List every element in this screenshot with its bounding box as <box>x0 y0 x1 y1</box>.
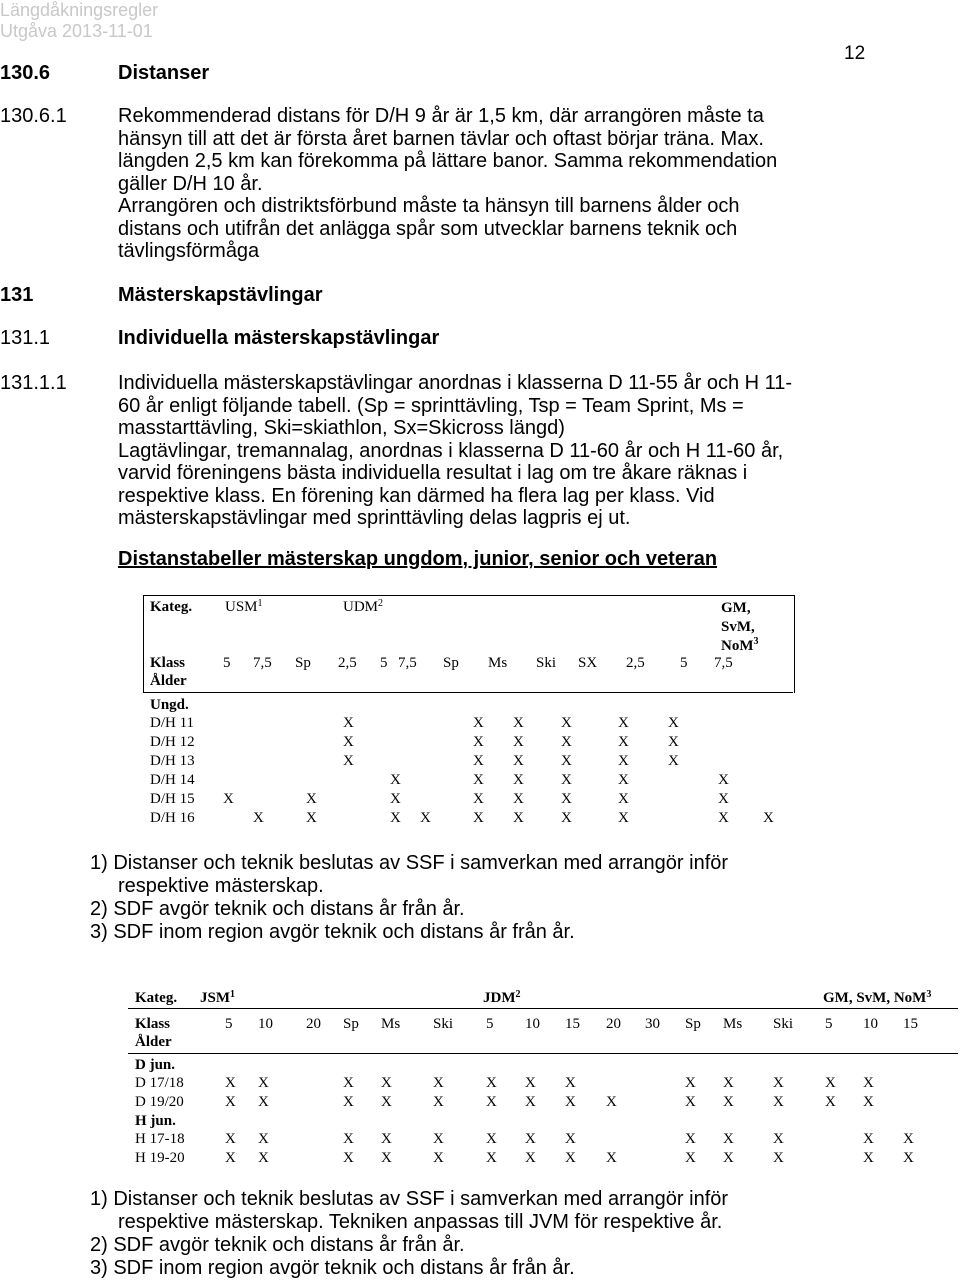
column-header: 7,5 <box>714 655 733 671</box>
table-cell: X <box>306 810 317 826</box>
column-header: 20 <box>306 1016 321 1032</box>
table-cell: X <box>618 715 629 731</box>
table-cell: X <box>390 810 401 826</box>
paragraph-131-1-1 <box>118 372 858 530</box>
document-edition: Utgåva 2013-11-01 <box>0 21 153 41</box>
text-line: 60 år enligt följande tabell. (Sp = sprinttävling, Tsp = Team Sprint, Ms = <box>118 394 744 417</box>
text-line: hänsyn till att det är första året barnen tävlar och oftast börjar träna. Max. <box>118 127 764 150</box>
column-header: 5 <box>223 655 231 671</box>
table-cell: X <box>685 1094 696 1110</box>
column-header: SX <box>578 655 598 671</box>
table-cell: X <box>525 1094 536 1110</box>
gm-footnote: 3 <box>926 989 932 1000</box>
table-cell: X <box>773 1094 784 1110</box>
group-label: D jun. <box>135 1057 176 1073</box>
table-cell: X <box>225 1131 236 1147</box>
udm-header <box>343 599 383 616</box>
table-cell: X <box>343 1131 354 1147</box>
section-number-131-1-1: 131.1.1 <box>0 372 67 394</box>
footnote-line: 3) SDF inom region avgör teknik och distans år från år. <box>90 1257 575 1279</box>
row-label: D 17/18 <box>135 1075 184 1091</box>
table-cell: X <box>773 1150 784 1166</box>
row-label: D 19/20 <box>135 1094 184 1110</box>
table-cell: X <box>225 1094 236 1110</box>
footnotes-table-2 <box>90 1188 728 1280</box>
column-header: Ms <box>381 1016 401 1032</box>
table-cell: X <box>825 1075 836 1091</box>
gm-line: GM, <box>721 600 751 616</box>
table-cell: X <box>381 1094 392 1110</box>
table-divider <box>128 1008 958 1009</box>
table-cell: X <box>486 1075 497 1091</box>
table-cell: X <box>618 772 629 788</box>
usm-header <box>225 599 263 616</box>
column-header: Ms <box>488 655 508 671</box>
table-cell: X <box>225 1150 236 1166</box>
text-line: Lagtävlingar, tremannalag, anordnas i klasserna D 11-60 år och H 11-60 år, <box>118 439 784 462</box>
table-cell: X <box>618 810 629 826</box>
table-cell: X <box>618 753 629 769</box>
footnote-line: 3) SDF inom region avgör teknik och distans år från år. <box>90 921 575 943</box>
column-header: Sp <box>343 1016 359 1032</box>
table-cell: X <box>723 1075 734 1091</box>
table-cell: X <box>565 1094 576 1110</box>
footnote-line: 1) Distanser och teknik beslutas av SSF i samverkan med arrangör inför <box>90 1188 729 1210</box>
table-cell: X <box>565 1131 576 1147</box>
alder-label: Ålder <box>150 673 187 689</box>
distance-table-junior <box>128 986 958 1171</box>
table-cell: X <box>343 1150 354 1166</box>
udm-label: UDM <box>343 599 379 615</box>
column-header: 7,5 <box>253 655 272 671</box>
footnote-line: 2) SDF avgör teknik och distans år från år. <box>90 898 465 920</box>
gm-line <box>721 637 759 656</box>
table-cell: X <box>223 791 234 807</box>
jdm-label: JDM <box>483 990 516 1006</box>
klass-label: Klass <box>135 1016 171 1032</box>
kateg-label: Kateg. <box>150 599 193 615</box>
column-header: Ski <box>433 1016 454 1032</box>
table-cell: X <box>685 1150 696 1166</box>
group-label: Ungd. <box>150 697 189 713</box>
table-cell: X <box>561 734 572 750</box>
row-label: H 17-18 <box>135 1131 185 1147</box>
table-divider <box>128 1053 958 1054</box>
table-cell: X <box>863 1131 874 1147</box>
table-body <box>143 595 793 835</box>
table-cell: X <box>723 1094 734 1110</box>
text-line: masstarttävling, Ski=skiathlon, Sx=Skicross längd) <box>118 417 565 439</box>
column-header: 10 <box>258 1016 273 1032</box>
table-cell: X <box>258 1075 269 1091</box>
column-header: 15 <box>903 1016 918 1032</box>
row-label: D/H 15 <box>150 791 195 807</box>
alder-label: Ålder <box>135 1034 172 1050</box>
table-cell: X <box>253 810 264 826</box>
table-cell: X <box>513 772 524 788</box>
table-cell: X <box>513 810 524 826</box>
section-number-130-6-1: 130.6.1 <box>0 105 67 127</box>
gm-line: SvM, <box>721 619 755 635</box>
table-cell: X <box>863 1075 874 1091</box>
table-cell: X <box>763 810 774 826</box>
column-header: Ms <box>723 1016 743 1032</box>
text-line: Rekommenderad distans för D/H 9 år är 1,5 km, där arrangören måste ta <box>118 105 764 127</box>
section-number: 131 <box>0 284 34 306</box>
table-cell: X <box>486 1150 497 1166</box>
usm-footnote: 1 <box>257 598 263 609</box>
column-header: 15 <box>565 1016 580 1032</box>
table-cell: X <box>343 1075 354 1091</box>
table-cell: X <box>773 1075 784 1091</box>
table-cell: X <box>561 715 572 731</box>
table-cell: X <box>825 1094 836 1110</box>
table-cell: X <box>525 1131 536 1147</box>
row-label: D/H 13 <box>150 753 195 769</box>
table-cell: X <box>473 715 484 731</box>
table-cell: X <box>306 791 317 807</box>
table-cell: X <box>685 1131 696 1147</box>
table-cell: X <box>473 734 484 750</box>
document-title: Längdåkningsregler <box>0 0 159 20</box>
table-cell: X <box>381 1075 392 1091</box>
table-cell: X <box>668 715 679 731</box>
column-header: 5 <box>225 1016 233 1032</box>
footnote-line: 2) SDF avgör teknik och distans år från år. <box>90 1234 465 1256</box>
text-line: längden 2,5 km kan förekomma på lättare banor. Samma rekommendation <box>118 150 778 172</box>
gm-header <box>721 599 759 656</box>
table-cell: X <box>561 772 572 788</box>
table-cell: X <box>685 1075 696 1091</box>
footnote-line: respektive mästerskap. Tekniken anpassas till JVM för respektive år. <box>118 1211 723 1233</box>
row-label: D/H 12 <box>150 734 195 750</box>
text-line: tävlingsförmåga <box>118 240 260 262</box>
row-label: D/H 11 <box>150 715 195 731</box>
table-cell: X <box>420 810 431 826</box>
table-cell: X <box>390 791 401 807</box>
text-line: respektive klass. En förening kan därmed ha flera lag per klass. Vid <box>118 484 715 507</box>
table-cell: X <box>258 1131 269 1147</box>
table-cell: X <box>486 1131 497 1147</box>
table-cell: X <box>225 1075 236 1091</box>
table-cell: X <box>561 753 572 769</box>
table-cell: X <box>343 715 354 731</box>
jsm-footnote: 1 <box>230 989 235 1000</box>
table-cell: X <box>513 753 524 769</box>
table-cell: X <box>561 791 572 807</box>
column-header: 5 <box>486 1016 494 1032</box>
table-cell: X <box>525 1150 536 1166</box>
text-line: Individuella mästerskapstävlingar anordnas i klasserna D 11-55 år och H 11- <box>118 372 793 394</box>
kateg-label: Kateg. <box>135 990 178 1006</box>
table-cell: X <box>473 772 484 788</box>
table-cell: X <box>618 791 629 807</box>
gm-label: GM, SvM, NoM <box>823 990 927 1006</box>
table-cell: X <box>668 753 679 769</box>
table-cell: X <box>513 734 524 750</box>
column-header: 5 <box>680 655 688 671</box>
column-header: 5 <box>825 1016 833 1032</box>
table-cell: X <box>723 1150 734 1166</box>
table-cell: X <box>513 715 524 731</box>
column-header: 7,5 <box>398 655 417 671</box>
table-cell: X <box>561 810 572 826</box>
column-header: Sp <box>443 655 459 671</box>
table-cell: X <box>773 1131 784 1147</box>
section-title: Mästerskapstävlingar <box>118 284 323 306</box>
table-cell: X <box>863 1150 874 1166</box>
table-cell: X <box>668 734 679 750</box>
gm-line-text: NoM <box>721 638 754 654</box>
table-cell: X <box>565 1150 576 1166</box>
jdm-header <box>483 990 521 1007</box>
gm-footnote: 3 <box>753 636 759 647</box>
table-cell: X <box>606 1150 617 1166</box>
jsm-header <box>200 990 235 1007</box>
table-cell: X <box>863 1094 874 1110</box>
table-cell: X <box>433 1131 444 1147</box>
column-header: 10 <box>863 1016 878 1032</box>
section-title: Individuella mästerskapstävlingar <box>118 327 440 349</box>
table-cell: X <box>718 810 729 826</box>
table-cell: X <box>486 1094 497 1110</box>
column-header: Sp <box>685 1016 701 1032</box>
section-number: 130.6 <box>0 62 51 84</box>
table-cell: X <box>343 734 354 750</box>
table-cell: X <box>433 1075 444 1091</box>
row-label: D/H 14 <box>150 772 195 788</box>
table-cell: X <box>618 734 629 750</box>
table-cell: X <box>381 1131 392 1147</box>
row-label: D/H 16 <box>150 810 195 826</box>
column-header: 5 <box>380 655 388 671</box>
text-line: varvid föreningens bästa individuella resultat i lag om tre åkare räknas i <box>118 462 748 484</box>
column-header: 2,5 <box>626 655 645 671</box>
column-header: Ski <box>773 1016 794 1032</box>
table-cell: X <box>525 1075 536 1091</box>
page-number: 12 <box>844 43 866 64</box>
paragraph-130-6-1 <box>118 105 858 263</box>
jdm-footnote: 2 <box>515 989 521 1000</box>
table-cell: X <box>513 791 524 807</box>
table-cell: X <box>343 753 354 769</box>
column-header: 10 <box>525 1016 540 1032</box>
table-cell: X <box>258 1094 269 1110</box>
column-header: 30 <box>645 1016 660 1032</box>
table-cell: X <box>565 1075 576 1091</box>
table-cell: X <box>718 772 729 788</box>
table-cell: X <box>390 772 401 788</box>
document-header <box>0 0 158 42</box>
table-cell: X <box>433 1094 444 1110</box>
column-header: Ski <box>536 655 557 671</box>
table-cell: X <box>473 753 484 769</box>
table-cell: X <box>903 1131 914 1147</box>
jsm-label: JSM <box>200 990 230 1006</box>
table-cell: X <box>723 1131 734 1147</box>
group-label: H jun. <box>135 1113 176 1129</box>
text-line: distans och utifrån det anlägga spår som utvecklar barnens teknik och <box>118 217 738 240</box>
table-cell: X <box>258 1150 269 1166</box>
table-cell: X <box>343 1094 354 1110</box>
section-number: 131.1 <box>0 327 51 349</box>
table-cell: X <box>473 791 484 807</box>
footnote-line: 1) Distanser och teknik beslutas av SSF i samverkan med arrangör inför <box>90 852 729 874</box>
table-cell: X <box>718 791 729 807</box>
gm-header <box>823 990 931 1007</box>
footnote-line: respektive mästerskap. <box>118 875 324 897</box>
table-cell: X <box>606 1094 617 1110</box>
table-cell: X <box>903 1150 914 1166</box>
column-header: 2,5 <box>338 655 357 671</box>
table-cell: X <box>381 1150 392 1166</box>
table-heading: Distanstabeller mästerskap ungdom, junior, senior och veteran <box>118 548 718 570</box>
section-title: Distanser <box>118 62 210 84</box>
klass-label: Klass <box>150 655 186 671</box>
text-line: mästerskapstävlingar med sprinttävling delas lagpris ej ut. <box>118 507 631 529</box>
table-cell: X <box>473 810 484 826</box>
column-header: Sp <box>295 655 311 671</box>
udm-footnote: 2 <box>378 598 384 609</box>
text-line: Arrangören och distriktsförbund måste ta hänsyn till barnens ålder och <box>118 195 740 217</box>
column-header: 20 <box>606 1016 621 1032</box>
footnotes-table-1 <box>90 852 728 944</box>
text-line: gäller D/H 10 år. <box>118 172 263 195</box>
table-cell: X <box>433 1150 444 1166</box>
usm-label: USM <box>225 599 258 615</box>
row-label: H 19-20 <box>135 1150 185 1166</box>
